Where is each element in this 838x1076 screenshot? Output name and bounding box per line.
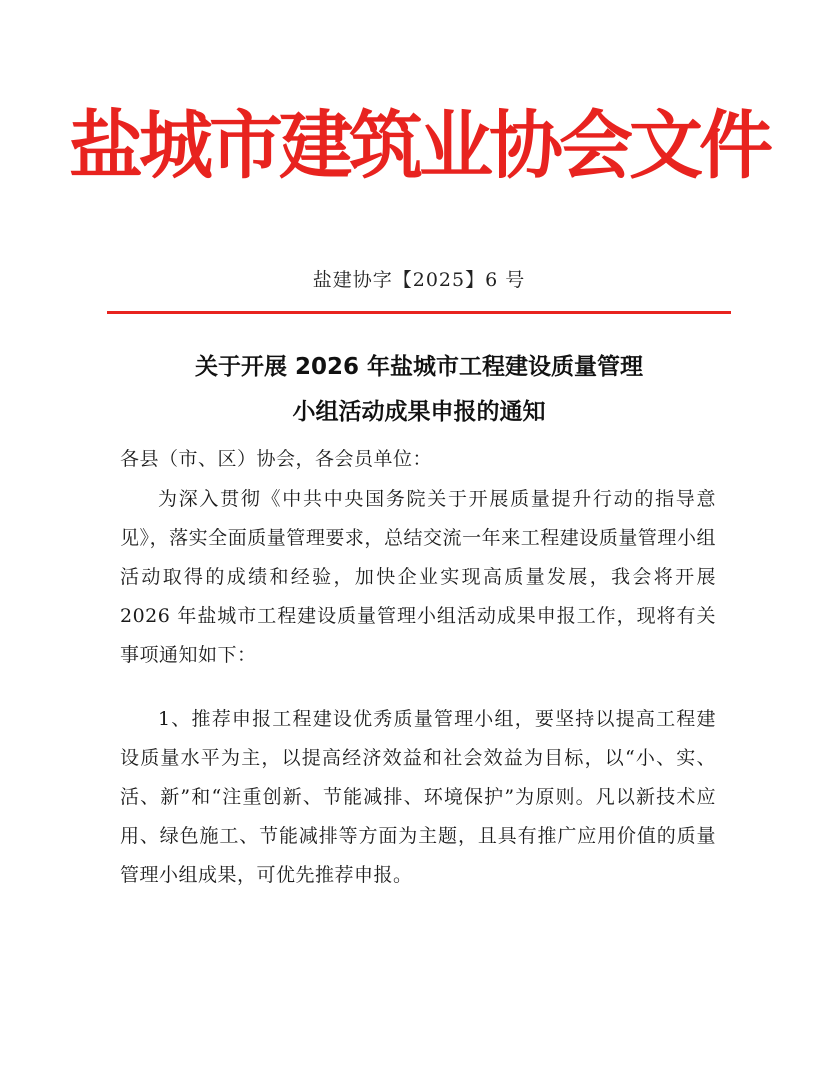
salutation: 各县（市、区）协会，各会员单位：: [120, 448, 433, 470]
document-number: 盐建协字【2025】6 号: [312, 269, 526, 291]
red-divider-line: [107, 311, 731, 314]
body-paragraph: 1、推荐申报工程建设优秀质量管理小组，要坚持以提高工程建设质量水平为主，以提高经济效益和社会效益为目标，以“小、实、活、新”和“注重创新、节能减排、环境保护”为原则。凡以新技术应用、绿色施工、节能减排等方面为主题，且具有推广应用价值的质量管理小组成果，可优先推荐申报。: [120, 708, 716, 886]
body-paragraph: 为深入贯彻《中共中央国务院关于开展质量提升行动的指导意见》，落实全面质量管理要求，总结交流一年来工程建设质量管理小组活动取得的成绩和经验，加快企业实现高质量发展，我会将开展 2026 年盐城市工程建设质量管理小组活动成果申报工作，现将有关事项通知如下：: [120, 488, 716, 666]
notice-title-line-1: 关于开展 2026 年盐城市工程建设质量管理: [194, 354, 644, 380]
notice-title-line-2: 小组活动成果申报的通知: [292, 399, 546, 425]
masthead-title: 盐城市建筑业协会文件: [69, 103, 769, 189]
